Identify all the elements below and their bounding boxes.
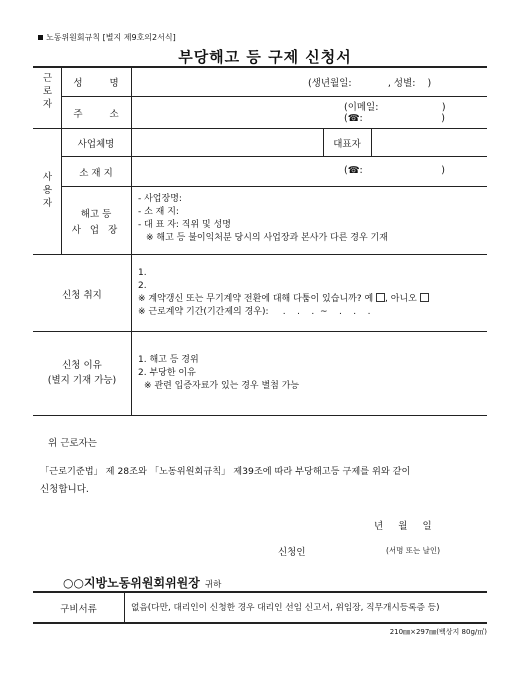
contract-period-line: ※ 근로계약 기간(기간제의 경우): . . . ~ . . . [138,307,371,317]
renewal-question-text: ※ 계약갱신 또는 무기계약 전환에 대해 다툼이 있습니까? 예 [138,294,374,304]
workplace-line: - 소 재 지: [138,207,179,217]
form-reference-text: 노동위원회규칙 [별지 제9호의2서식] [46,33,176,42]
workplace-line: - 사업장명: [138,194,182,204]
label-char: 용 [42,185,53,196]
docs-label: 구비서류 [60,604,97,615]
rule [33,331,487,332]
workplace-label-line: 해고 등 [80,209,112,220]
email-field[interactable]: (이메일: ) [344,102,446,113]
name-label: 성 명 [73,78,131,89]
rule [61,96,487,97]
company-label: 사업체명 [77,139,115,150]
purpose-details[interactable] [138,267,429,319]
rule [33,128,487,129]
label-char: 근 [42,73,53,84]
reason-note: ※ 관련 입증자료가 있는 경우 별첨 가능 [144,381,300,391]
addressee-suffix: 귀하 [204,580,222,590]
worker-section-label [40,72,55,111]
paper-note: 210㎜×297㎜(백상지 80g/㎡) [389,628,487,636]
purpose-line: 1. [138,268,147,278]
square-bullet-icon [38,35,43,40]
docs-value: 없음(다만, 대리인이 신청한 경우 대리인 선임 신고서, 위임장, 직무개시등록증 등) [131,603,440,613]
form-reference [38,32,176,43]
renewal-question [138,293,429,306]
addressee [63,572,221,591]
workplace-details[interactable] [138,193,388,245]
workplace-note: ※ 해고 등 불이익처분 당시의 사업장과 본사가 다른 경우 기재 [146,233,388,243]
docs-top-border [33,591,487,593]
workplace-label [61,207,131,239]
form-title: 부당해고 등 구제 신청서 [178,48,352,66]
no-checkbox[interactable] [420,293,429,302]
reason-line: 1. 해고 등 경위 [138,355,199,365]
employer-section-label [40,171,55,210]
no-label: , 아니오 [385,294,417,304]
employer-phone-field[interactable]: (☎: ) [344,165,445,176]
reason-label [33,358,131,388]
label-char: 자 [42,198,53,209]
signature-field[interactable]: (서명 또는 날인) [386,546,441,555]
workplace-line: - 대 표 자: 직위 및 성명 [138,220,231,230]
rule [33,254,487,255]
ceo-label: 대표자 [333,139,361,150]
yes-checkbox[interactable] [376,293,385,302]
statement-line-3: 신청합니다. [40,484,89,495]
docs-bottom-border [33,622,487,624]
reason-label-line: 신청 이유 [62,360,102,371]
rule [124,591,125,622]
purpose-line: 2. [138,281,147,291]
reason-details[interactable] [138,354,299,393]
workplace-label-line: 사 업 장 [71,225,121,236]
date-field[interactable]: 년 월 일 [374,521,432,532]
table-top-border [33,66,487,68]
rule [33,415,487,416]
rule [371,128,372,156]
label-char: 로 [42,86,53,97]
purpose-label: 신청 취지 [62,290,102,301]
reason-label-line: (별지 기재 가능) [47,375,117,386]
statement-line-2: 「근로기준법」 제 28조와 「노동위원회규칙」 제39조에 따라 부당해고등 구제를 위와 같이 [40,466,411,477]
label-char: 사 [42,172,53,183]
birth-gender-field[interactable]: (생년월일: , 성별: ) [308,78,432,89]
statement-line-1: 위 근로자는 [48,438,97,449]
address-label: 주 소 [73,109,131,120]
label-char: 자 [42,99,53,110]
rule [61,156,487,157]
reason-line: 2. 부당한 이유 [138,368,196,378]
addressee-name: ○○지방노동위원회위원장 [63,576,200,590]
rule [61,186,487,187]
applicant-label: 신청인 [278,547,306,558]
worker-phone-field[interactable]: (☎: ) [344,113,445,124]
location-label: 소 재 지 [79,168,113,179]
